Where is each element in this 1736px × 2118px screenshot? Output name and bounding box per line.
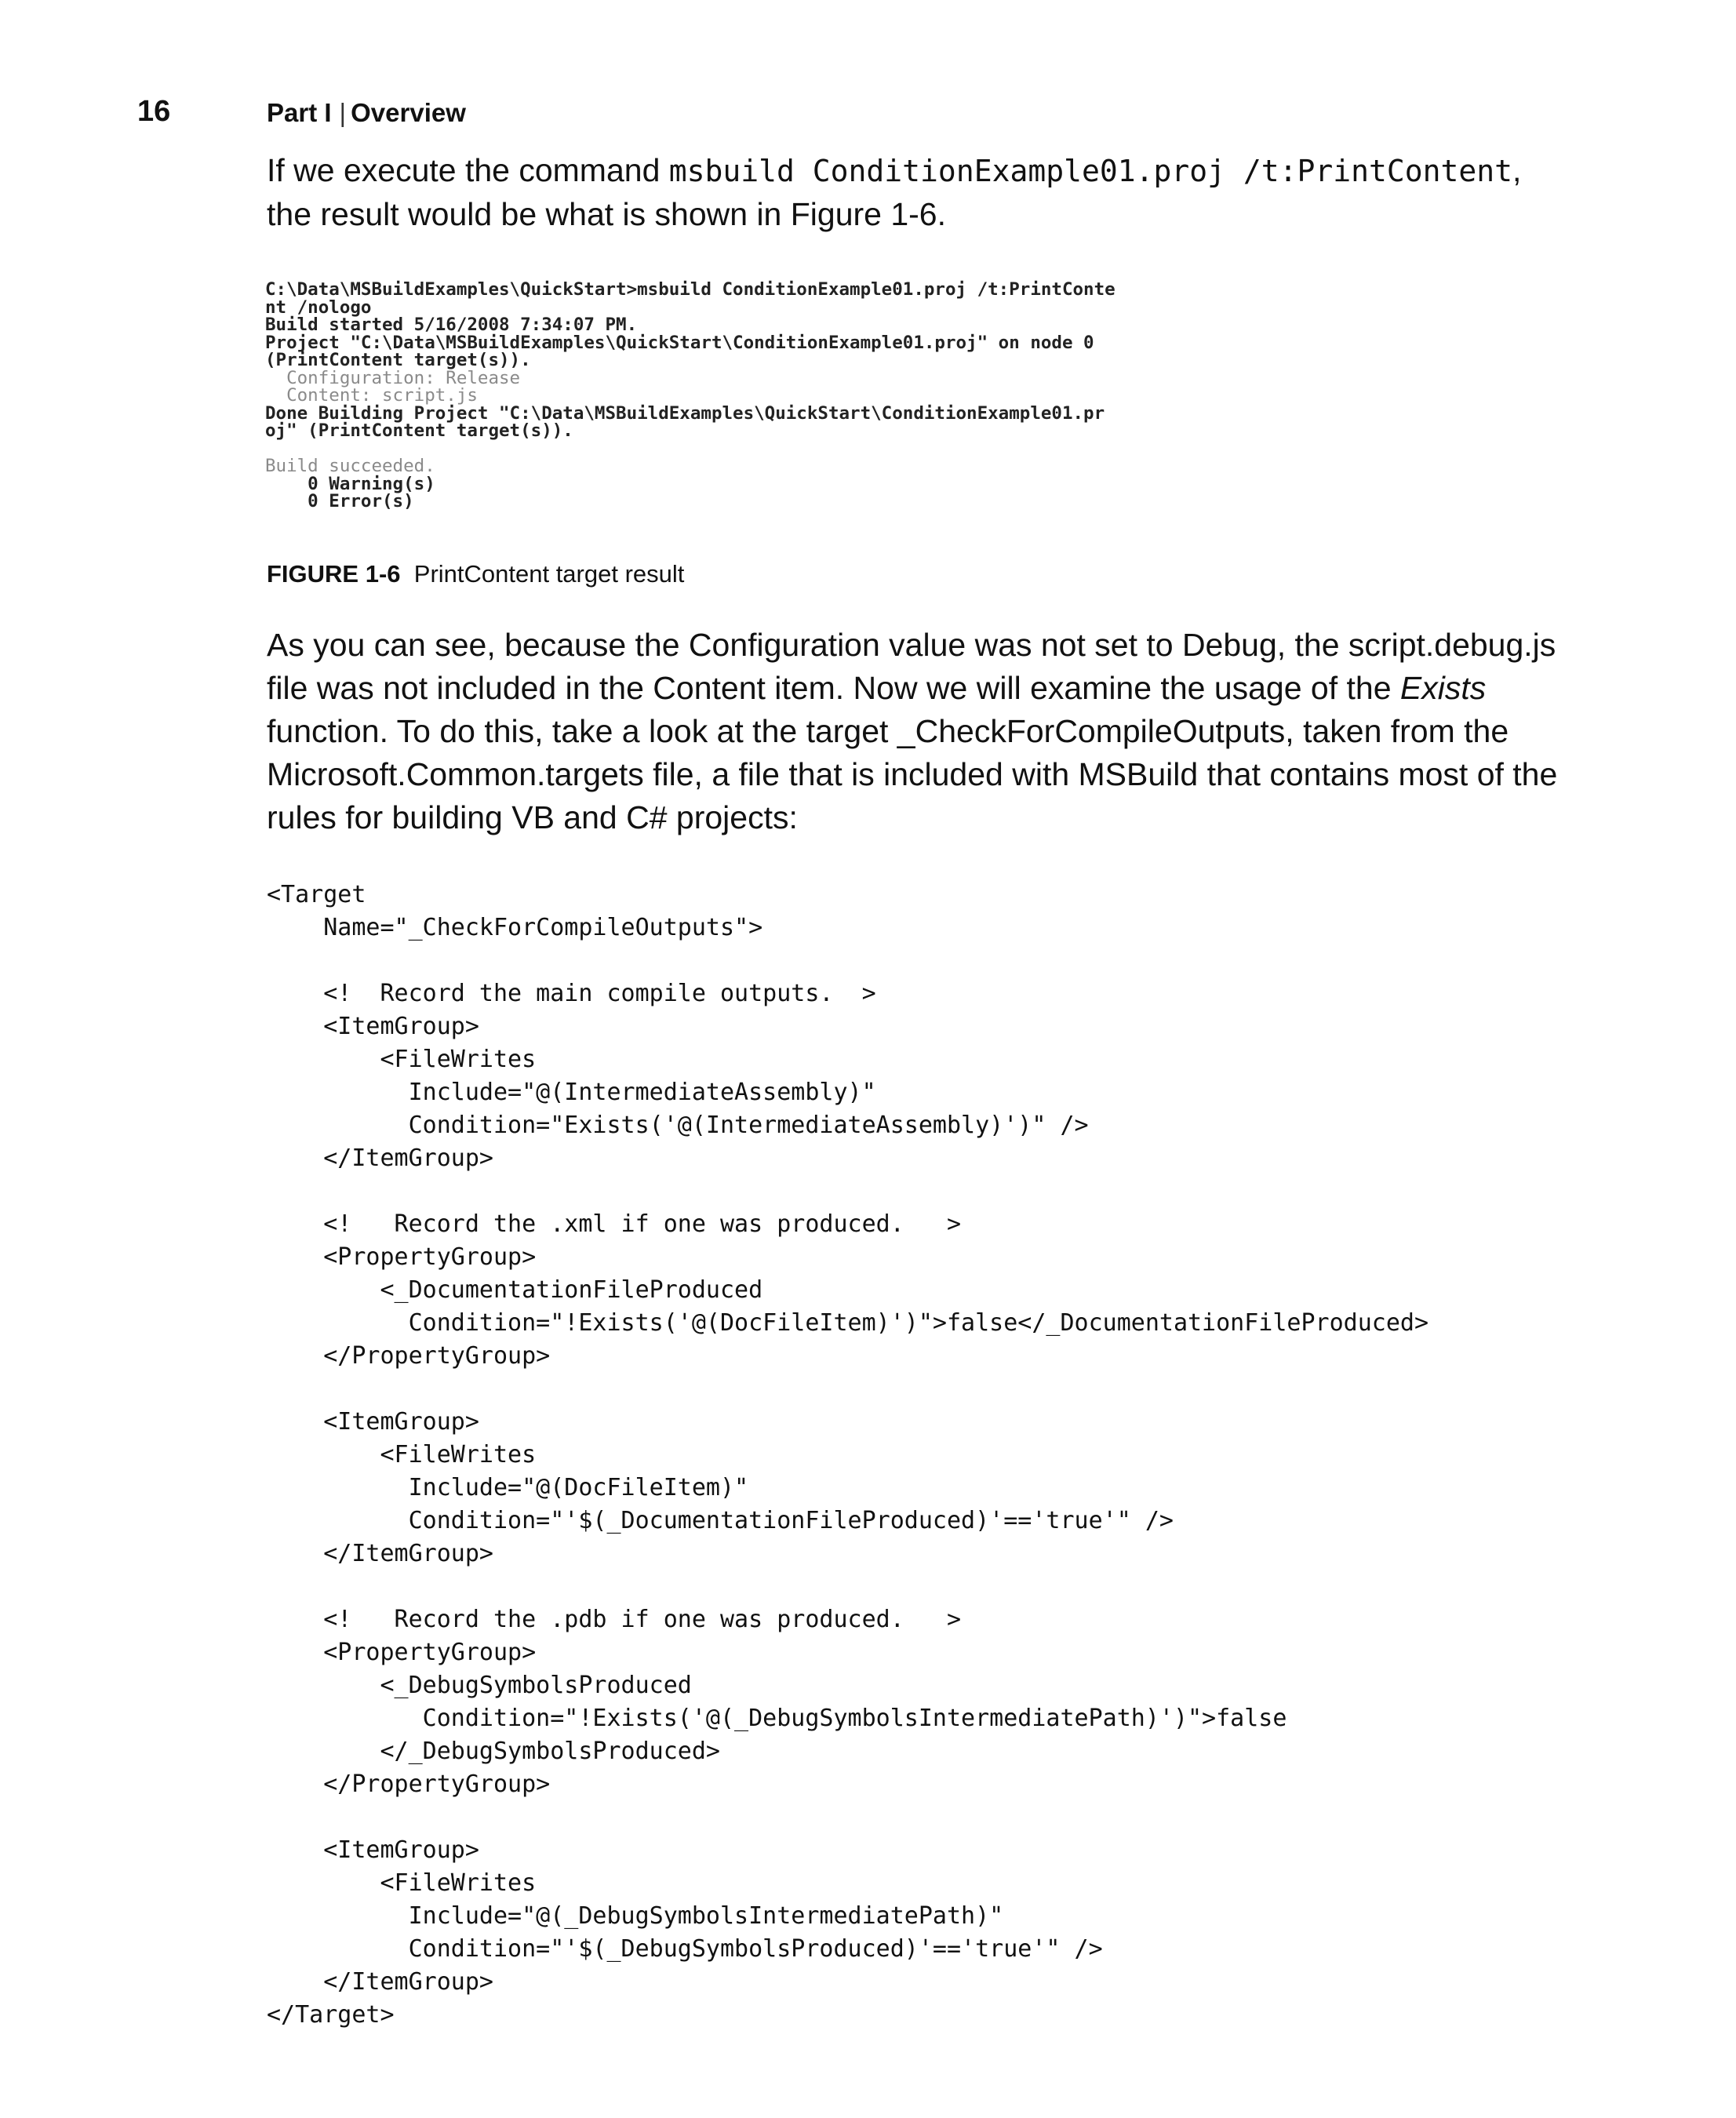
code-line: Name="_CheckForCompileOutputs"> [267,914,763,941]
code-line: </_DebugSymbolsProduced> [267,1738,720,1765]
code-line: <PropertyGroup> [267,1639,537,1666]
code-line [267,1801,1428,1834]
console-line: Content: script.js [265,385,478,406]
code-line: Condition="'$(_DocumentationFileProduced)'=='true'" /> [267,1507,1174,1534]
console-line: Project "C:\Data\MSBuildExamples\QuickStart\ConditionExample01.proj" on node 0 [265,332,1094,353]
code-line: <FileWrites [267,1441,537,1468]
code-line: </PropertyGroup> [267,1342,551,1370]
code-line: Include="@(_DebugSymbolsIntermediatePath)" [267,1902,1004,1930]
section-title: Overview [351,98,466,127]
code-line [267,944,1428,977]
figure-caption-text: PrintContent target result [413,560,685,588]
code-line: <ItemGroup> [267,1836,479,1864]
code-line: </ItemGroup> [267,1540,493,1567]
code-line: Condition="'$(_DebugSymbolsProduced)'=='true'" /> [267,1935,1103,1963]
code-line [267,1373,1428,1406]
code-line: Include="@(DocFileItem)" [267,1474,749,1501]
code-line: Condition="Exists('@(IntermediateAssembly)')" /> [267,1112,1089,1139]
console-line: (PrintContent target(s)). [265,350,531,370]
page-number: 16 [137,95,171,128]
console-line: Done Building Project "C:\Data\MSBuildExamples\QuickStart\ConditionExample01.pr [265,402,1105,424]
console-line: Build succeeded. [265,456,435,476]
code-line: <FileWrites [267,1046,537,1073]
console-line: Build started 5/16/2008 7:34:07 PM. [265,315,638,335]
code-line: Include="@(IntermediateAssembly)" [267,1079,876,1106]
code-listing [267,879,1428,2032]
code-line: <! Record the main compile outputs. > [267,980,876,1007]
intro-text-before: If we execute the command [267,152,669,188]
code-line: </PropertyGroup> [267,1770,551,1798]
console-screenshot [265,281,1332,511]
code-line: <PropertyGroup> [267,1243,537,1271]
figure-caption [267,557,684,591]
code-line: <ItemGroup> [267,1013,479,1040]
code-line: <FileWrites [267,1869,537,1897]
running-head-separator: | [339,98,347,127]
console-line: C:\Data\MSBuildExamples\QuickStart>msbuild ConditionExample01.proj /t:PrintConte [265,279,1115,300]
code-line: </ItemGroup> [267,1968,493,1996]
code-line: <Target [267,881,366,908]
code-line: <_DocumentationFileProduced [267,1276,763,1304]
code-line: Condition="!Exists('@(_DebugSymbolsIntermediatePath)')">false [267,1705,1287,1732]
console-line: nt /nologo [265,297,372,318]
body-text-1: As you can see, because the Configuration value was not set to Debug, the script.debug.js file was not included in the Content item. Now we will examine the usage of the [267,627,1556,706]
intro-text-after: , the result would be what is shown in Figure 1-6. [267,152,1522,232]
inline-command: msbuild ConditionExample01.proj /t:PrintContent [668,154,1513,188]
running-head [267,96,466,130]
code-line: <! Record the .xml if one was produced. > [267,1210,962,1238]
code-line: <! Record the .pdb if one was produced. > [267,1606,962,1633]
intro-paragraph [267,149,1569,236]
code-line [267,1570,1428,1603]
body-paragraph [267,624,1569,839]
code-line: <_DebugSymbolsProduced [267,1672,692,1699]
code-line: </ItemGroup> [267,1145,493,1172]
body-italic-term: Exists [1399,670,1487,706]
code-line: <ItemGroup> [267,1408,479,1436]
console-line: 0 Warning(s) [265,473,435,494]
part-label: Part I [267,98,332,127]
console-line: oj" (PrintContent target(s)). [265,420,573,441]
console-line [265,440,1332,458]
code-line: </Target> [267,2001,395,2029]
body-text-2: function. To do this, take a look at the target _CheckForCompileOutputs, taken from the Microsoft.Common.targets file, a file that is included with MSBuild that contains most of the rules for building VB and C# projects: [267,713,1558,835]
code-line: Condition="!Exists('@(DocFileItem)')">false</_DocumentationFileProduced> [267,1309,1429,1337]
console-line: Configuration: Release [265,367,521,388]
code-line [267,1175,1428,1208]
figure-label: FIGURE 1-6 [267,560,401,588]
console-line: 0 Error(s) [265,491,414,511]
